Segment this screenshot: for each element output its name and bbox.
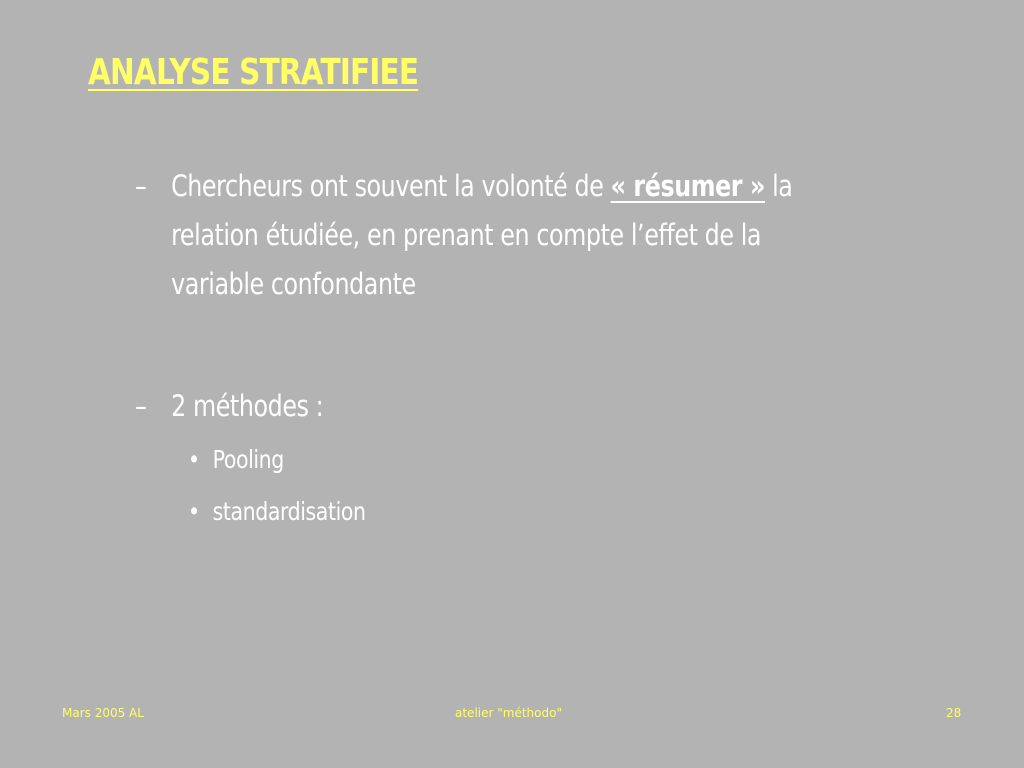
bullet-item-label: Pooling xyxy=(212,445,284,474)
footer-title: atelier "méthodo" xyxy=(455,706,562,720)
footer-date-author: Mars 2005 AL xyxy=(62,706,144,720)
text-segment: la xyxy=(764,169,793,203)
text-line xyxy=(171,162,922,211)
dash-item-summary xyxy=(135,162,922,309)
slide-title: ANALYSE STRATIFIEE xyxy=(88,52,419,93)
dash-item-methods-text: 2 méthodes : xyxy=(171,389,324,423)
emphasized-term: « résumer » xyxy=(610,169,765,203)
bullet-dot-icon: • xyxy=(188,445,200,474)
bullet-item-standardisation xyxy=(188,494,366,530)
dash-item-methods xyxy=(135,382,922,431)
text-line: variable confondante xyxy=(171,267,416,301)
bullet-dot-icon: • xyxy=(188,497,200,526)
text-segment: Chercheurs ont souvent la volonté de xyxy=(171,169,611,203)
dash-bullet-icon: – xyxy=(135,389,147,423)
dash-bullet-icon: – xyxy=(135,169,147,203)
bullet-item-label: standardisation xyxy=(212,497,366,526)
text-line: relation étudiée, en prenant en compte l’effet de la xyxy=(171,218,762,252)
bullet-item-pooling xyxy=(188,442,284,478)
footer-page-number: 28 xyxy=(946,706,962,720)
dash-item-summary-text xyxy=(171,162,922,309)
